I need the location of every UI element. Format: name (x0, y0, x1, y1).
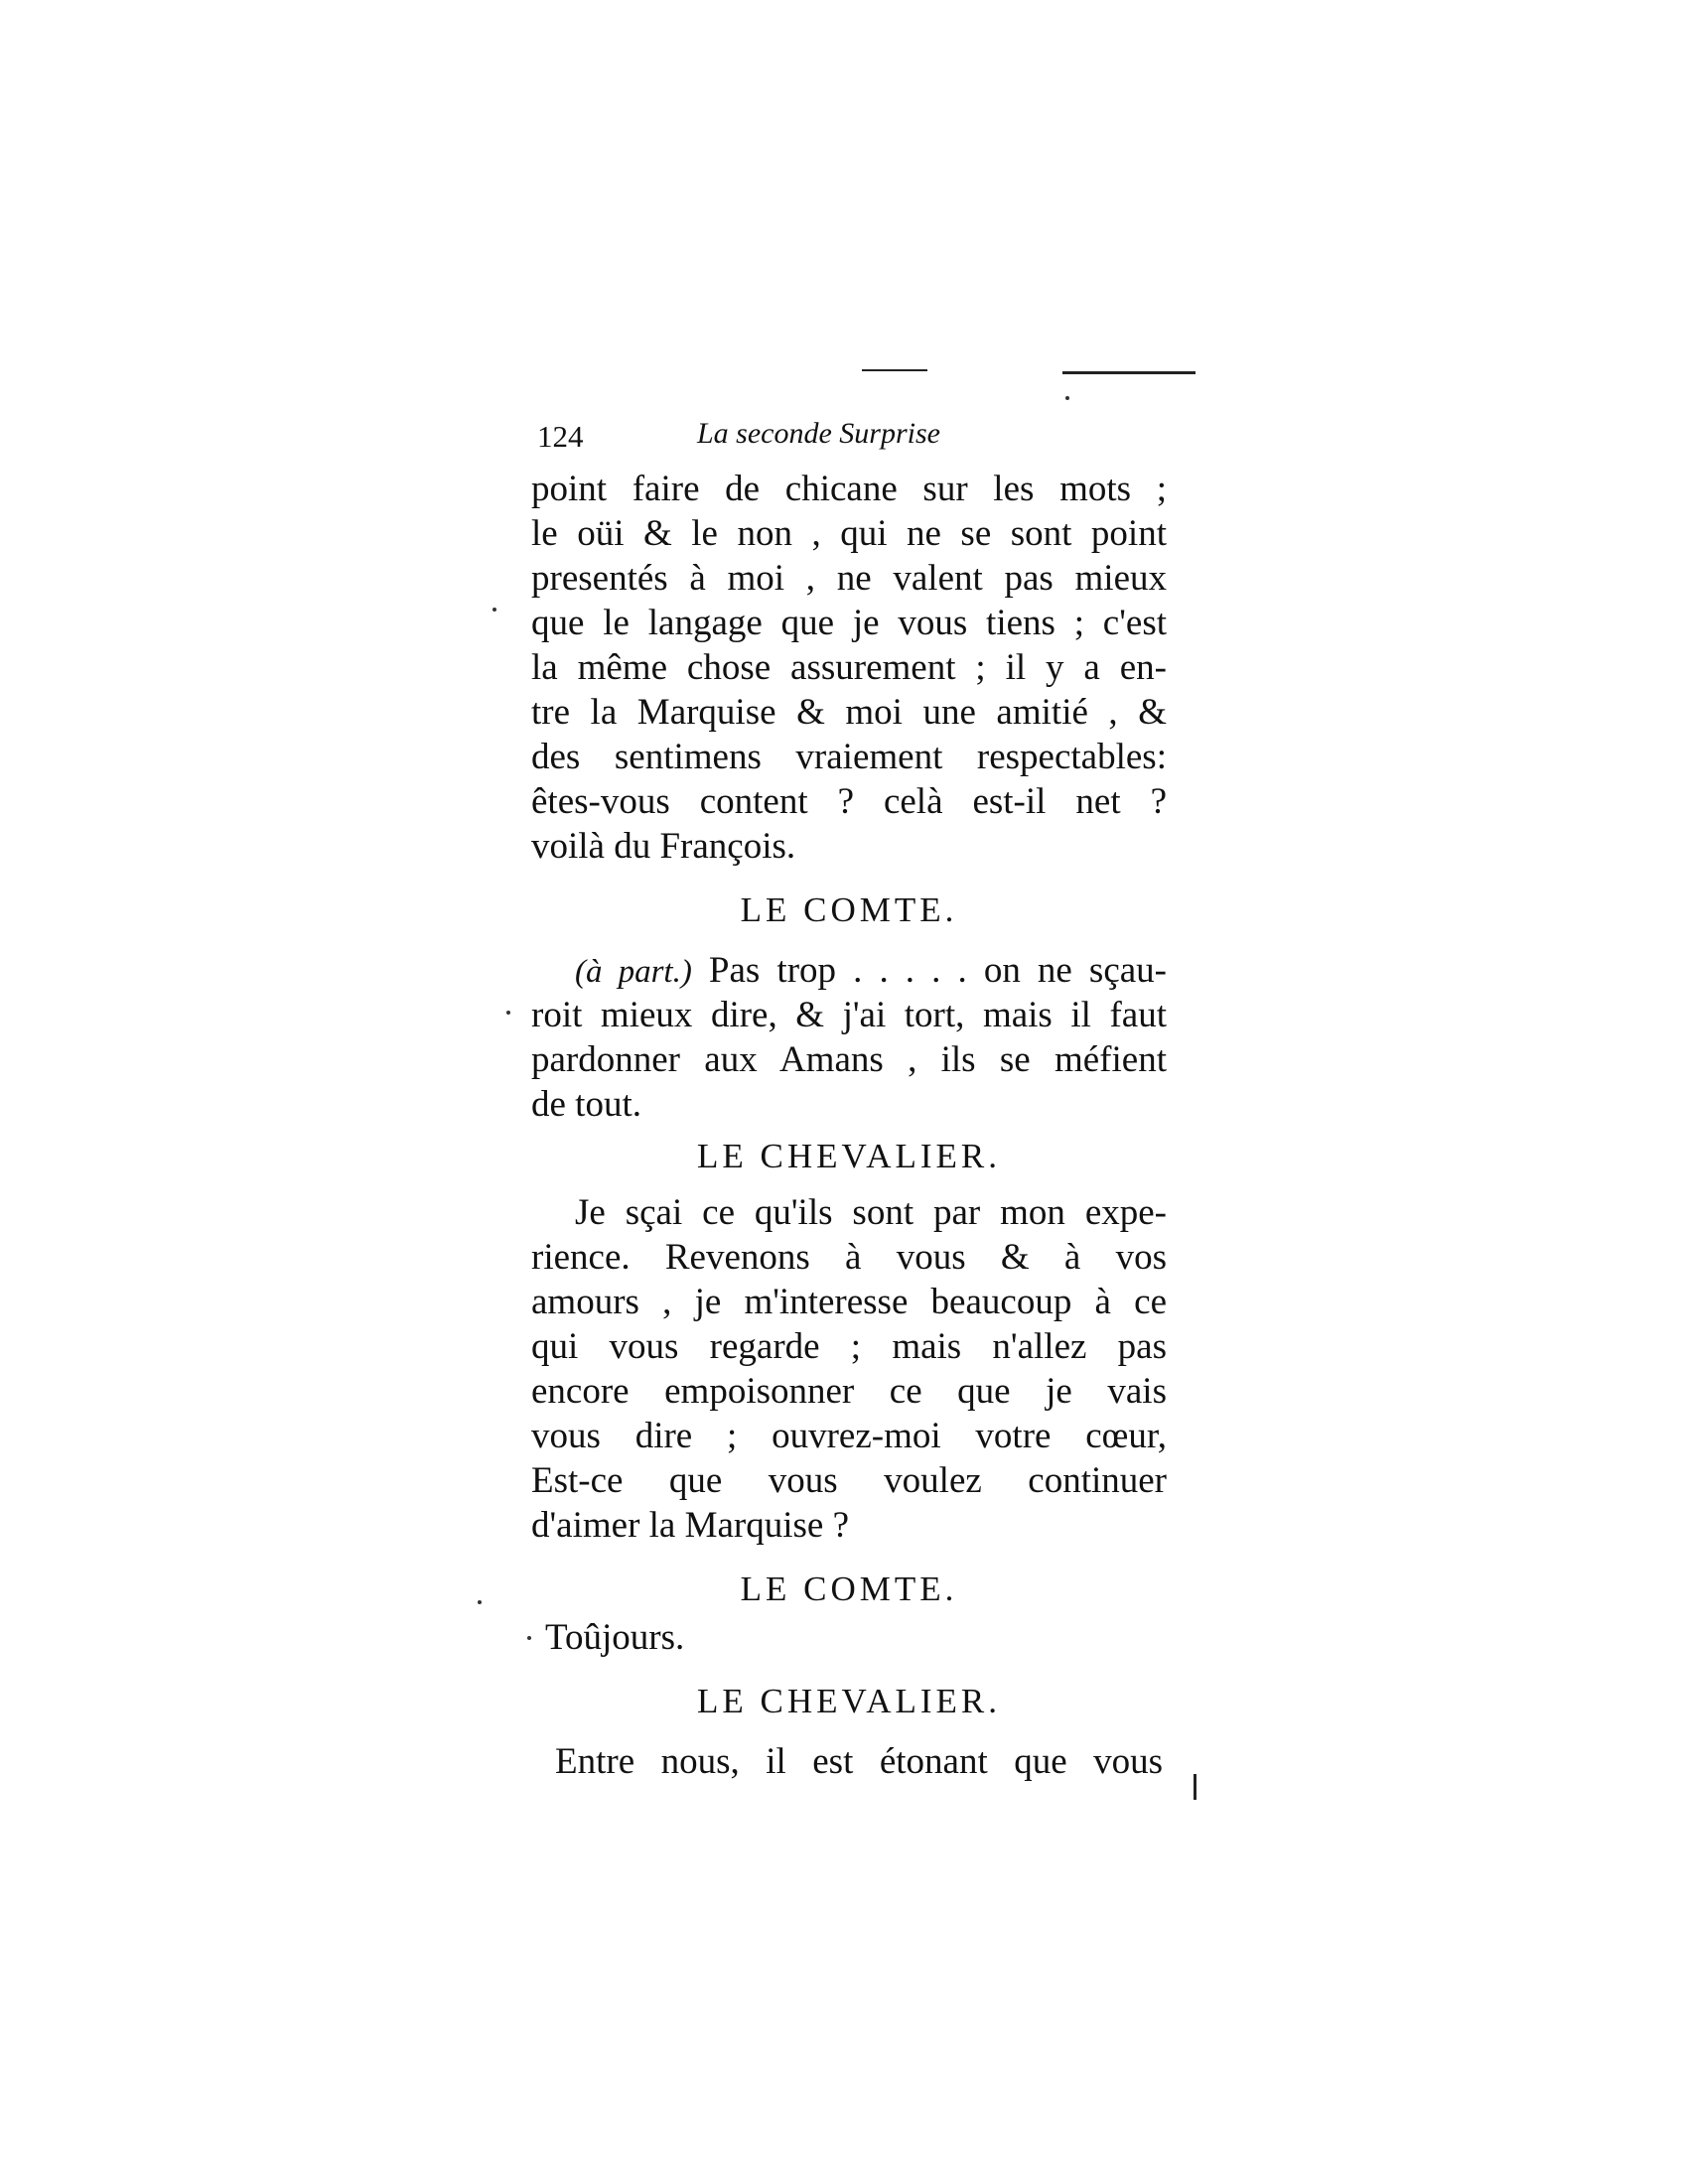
text-line: Je sçai ce qu'ils sont par mon expe- (575, 1192, 1167, 1233)
text-line: point faire de chicane sur les mots ; (531, 469, 1167, 509)
text-line: presentés à moi , ne valent pas mieux (531, 558, 1167, 599)
speck (506, 1011, 510, 1015)
text-line: vous dire ; ouvrez-moi votre cœur, (531, 1416, 1167, 1456)
speaker-heading: LE CHEVALIER. (696, 1137, 1002, 1175)
running-head (531, 415, 1167, 467)
margin-bar (1194, 1774, 1196, 1800)
speaker-heading: LE CHEVALIER. (696, 1682, 1002, 1720)
page-number: 124 (537, 419, 584, 454)
passage-chevalier (531, 1190, 1167, 1548)
top-rule-left (862, 369, 927, 371)
speck (1065, 396, 1069, 400)
text-line: de tout. (531, 1084, 641, 1125)
text-line: pardonner aux Amans , ils se méfient (531, 1039, 1167, 1080)
text-line: la même chose assurement ; il y a en- (531, 647, 1167, 688)
text-line: qui vous regarde ; mais n'allez pas (531, 1326, 1167, 1367)
top-rule-right (1062, 371, 1196, 374)
speck (492, 608, 496, 612)
text-line: êtes-vous content ? celà est-il net ? (531, 781, 1167, 822)
text-line: amours , je m'interesse beaucoup à ce (531, 1282, 1167, 1322)
speck (478, 1600, 482, 1604)
text-fragment: Pas trop . . . . . on ne sçau- (691, 950, 1167, 991)
text-line: Toûjours. (545, 1617, 685, 1658)
passage-comte (531, 948, 1167, 1127)
text-line: roit mieux dire, & j'ai tort, mais il faut (531, 995, 1167, 1035)
text-line: le oüi & le non , qui ne se sont point (531, 513, 1167, 554)
running-title: La seconde Surprise (697, 417, 940, 450)
stage-direction: (à part.) (575, 954, 692, 990)
text-line: des sentimens vraiement respectables: (531, 737, 1167, 777)
text-line: Entre nous, il est étonant que vous (555, 1741, 1163, 1782)
passage-continued (531, 467, 1167, 869)
text-line: rience. Revenons à vous & à vos (531, 1237, 1167, 1278)
text-line: tre la Marquise & moi une amitié , & (531, 692, 1167, 733)
text-line (531, 948, 1167, 993)
book-page (531, 415, 1167, 1784)
text-line: encore empoisonner ce que je vais (531, 1371, 1167, 1412)
speaker-heading: LE COMTE. (740, 1570, 958, 1608)
text-line: Est-ce que vous voulez continuer (531, 1460, 1167, 1501)
text-line: d'aimer la Marquise ? (531, 1505, 850, 1546)
speaker-heading: LE COMTE. (740, 890, 958, 929)
text-line: voilà du François. (531, 826, 796, 867)
text-line: que le langage que je vous tiens ; c'est (531, 603, 1167, 643)
